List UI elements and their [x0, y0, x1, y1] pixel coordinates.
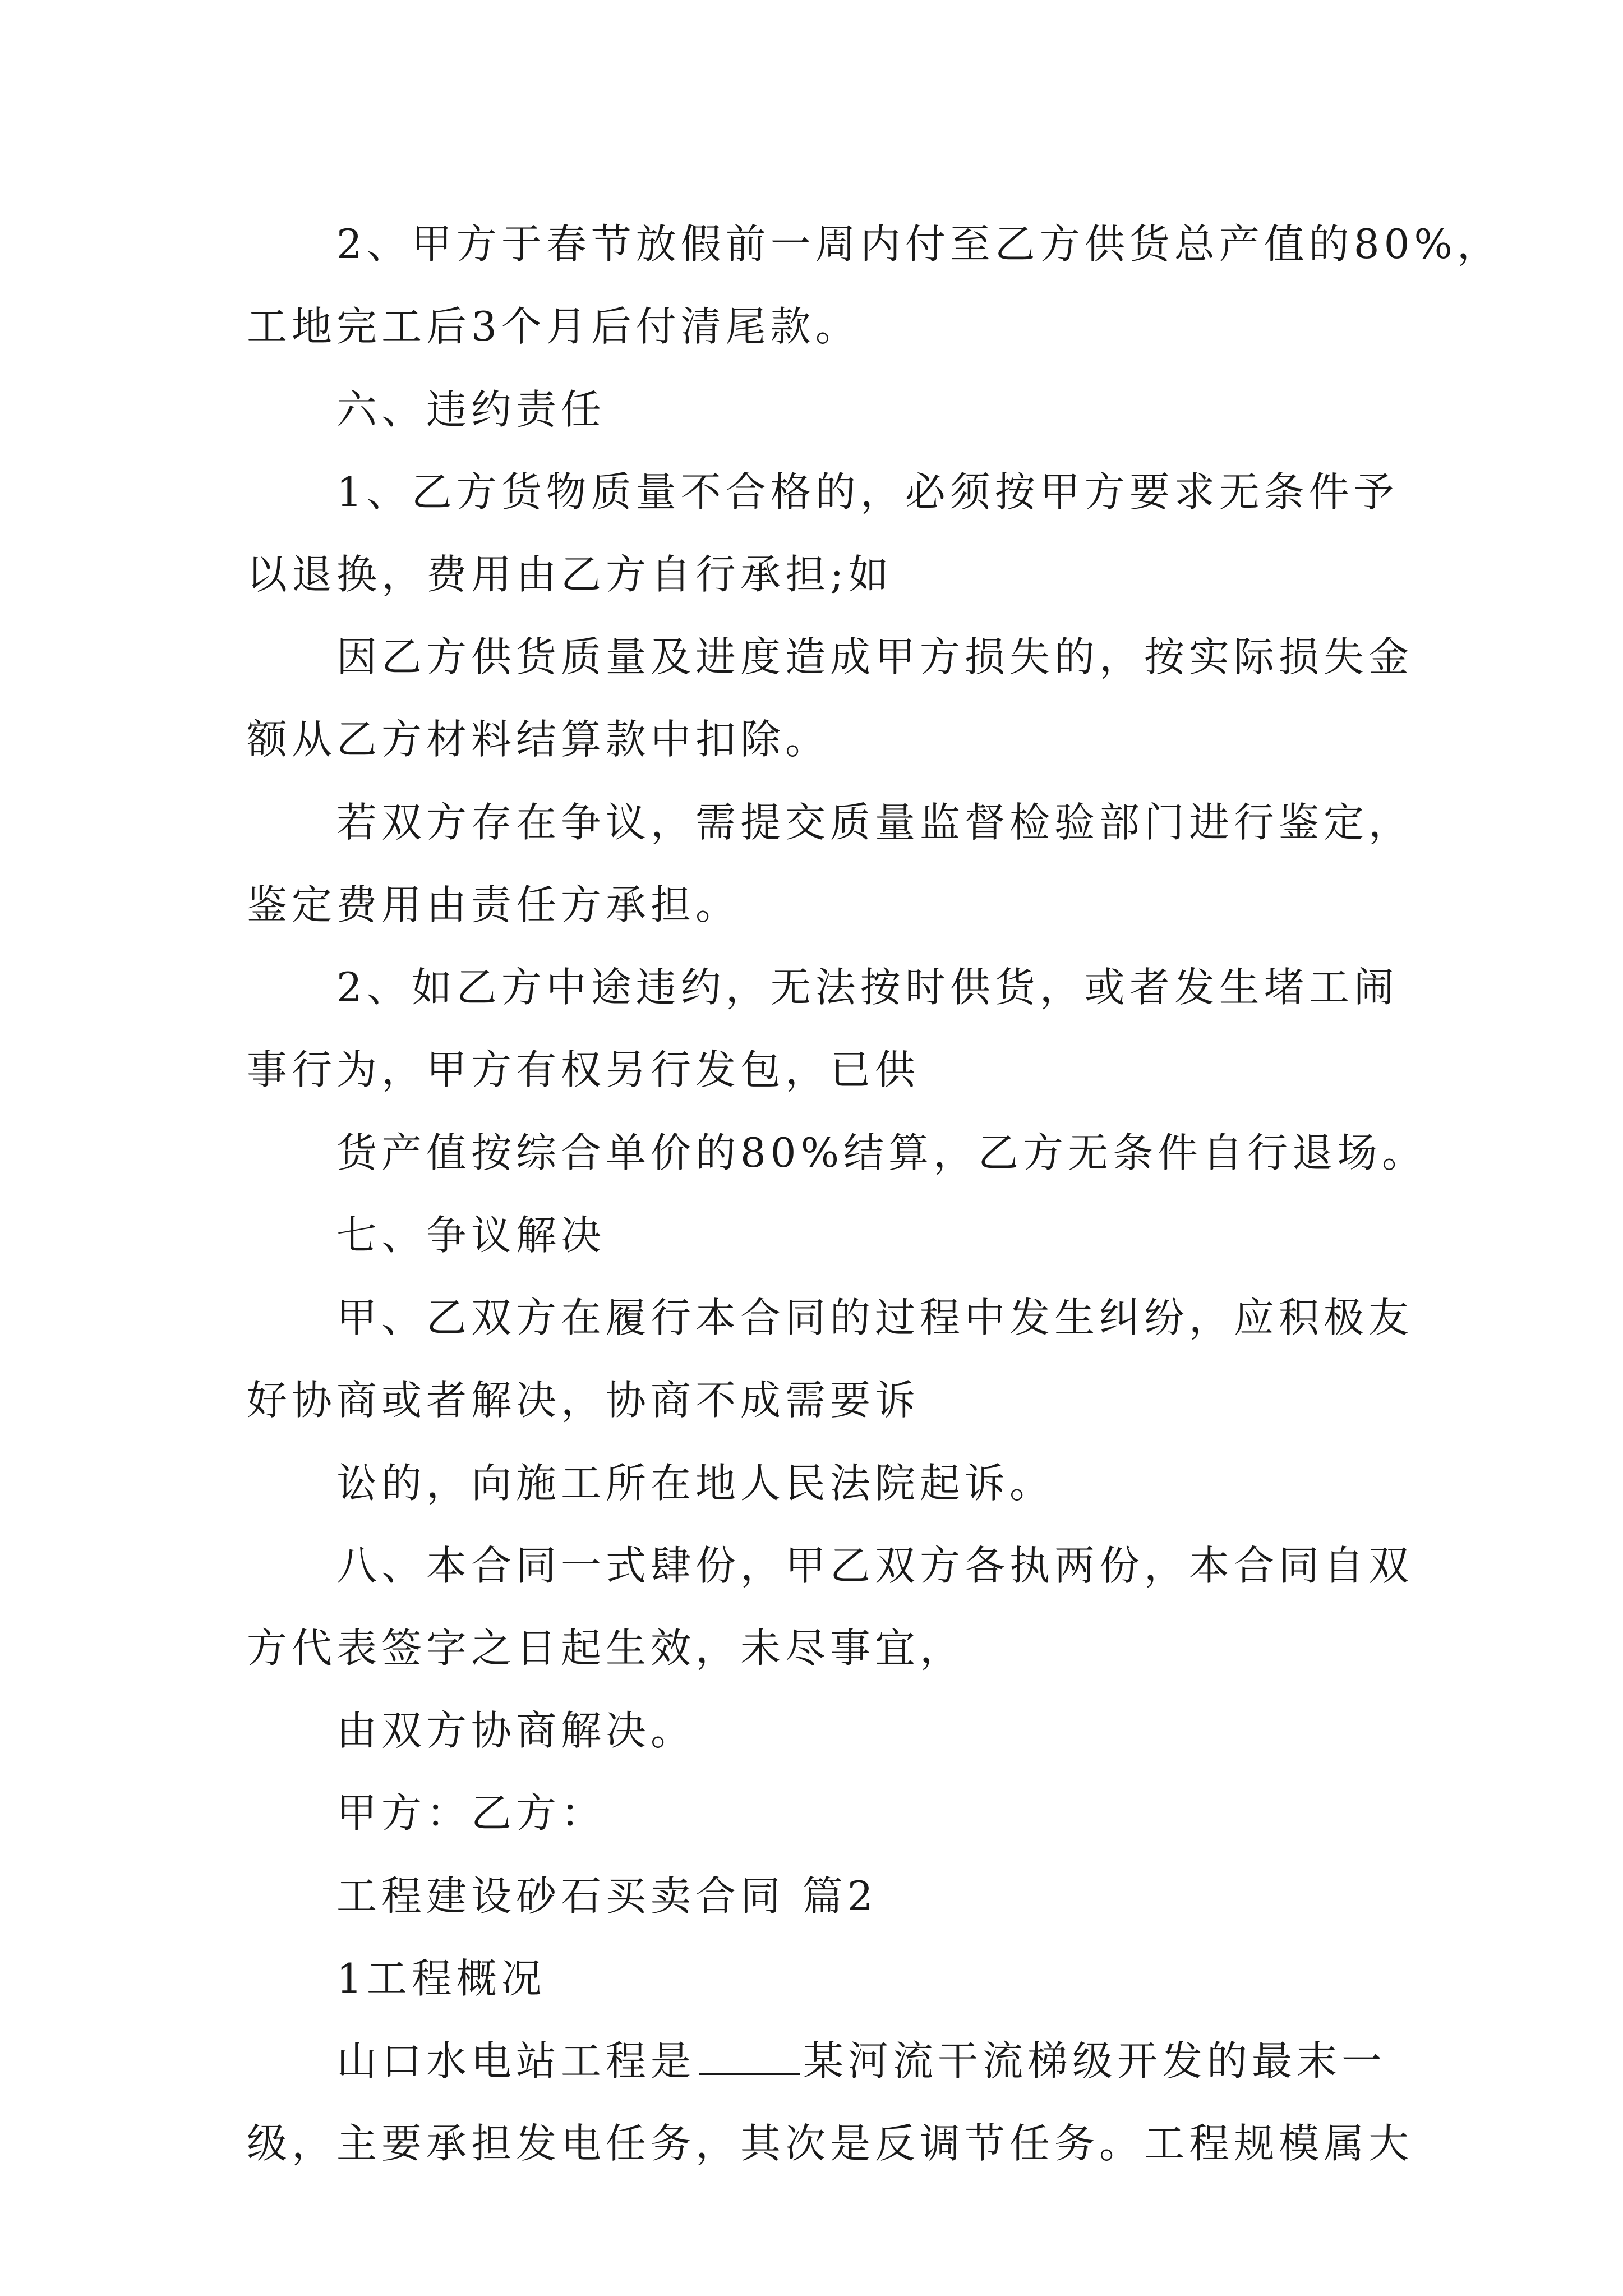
text-line: 讼的，向施工所在地人民法院起诉。 — [336, 1460, 1055, 1507]
text-line: 以退换，费用由乙方自行承担;如 — [247, 551, 893, 598]
text-line: 若双方存在争议，需提交质量监督检验部门进行鉴定， — [336, 799, 1414, 846]
text-line: 八、本合同一式肆份，甲乙双方各执两份，本合同自双 — [336, 1542, 1414, 1589]
text-line: 鉴定费用由责任方承担。 — [247, 881, 741, 928]
text-line: 额从乙方材料结算款中扣除。 — [247, 716, 831, 763]
text-line: 甲、乙双方在履行本合同的过程中发生纠纷，应积极友 — [336, 1294, 1414, 1341]
text-line: 2、甲方于春节放假前一周内付至乙方供货总产值的80%， — [336, 220, 1502, 268]
text-line: 2、如乙方中途违约，无法按时供货，或者发生堵工闹 — [336, 964, 1399, 1011]
document-title: 工程建设砂石买卖合同 篇2 — [336, 1872, 878, 1920]
text-line: 由双方协商解决。 — [336, 1707, 696, 1754]
text-line: 方代表签字之日起生效，未尽事宜， — [247, 1625, 965, 1672]
text-line: 事行为，甲方有权另行发包，已供 — [247, 1046, 920, 1093]
text-segment: 山口水电站工程是 — [336, 2037, 696, 2085]
text-line: 级，主要承担发电任务，其次是反调节任务。工程规模属大 — [247, 2120, 1414, 2167]
text-line: 工地完工后3个月后付清尾款。 — [247, 303, 860, 350]
text-line: 因乙方供货质量及进度造成甲方损失的，按实际损失金 — [336, 633, 1414, 680]
fill-in-blank — [699, 2036, 800, 2075]
section-heading: 1工程概况 — [336, 1955, 546, 2002]
text-line: 货产值按综合单价的80%结算，乙方无条件自行退场。 — [336, 1129, 1427, 1176]
text-line — [336, 2033, 1386, 2089]
section-heading: 七、争议解决 — [336, 1212, 606, 1259]
signature-line: 甲方：乙方： — [336, 1789, 606, 1837]
text-line: 1、乙方货物质量不合格的，必须按甲方要求无条件予 — [336, 468, 1399, 516]
section-heading: 六、违约责任 — [336, 386, 606, 433]
text-line: 好协商或者解决，协商不成需要诉 — [247, 1377, 920, 1424]
text-segment: 某河流干流梯级开发的最末一 — [803, 2037, 1387, 2085]
